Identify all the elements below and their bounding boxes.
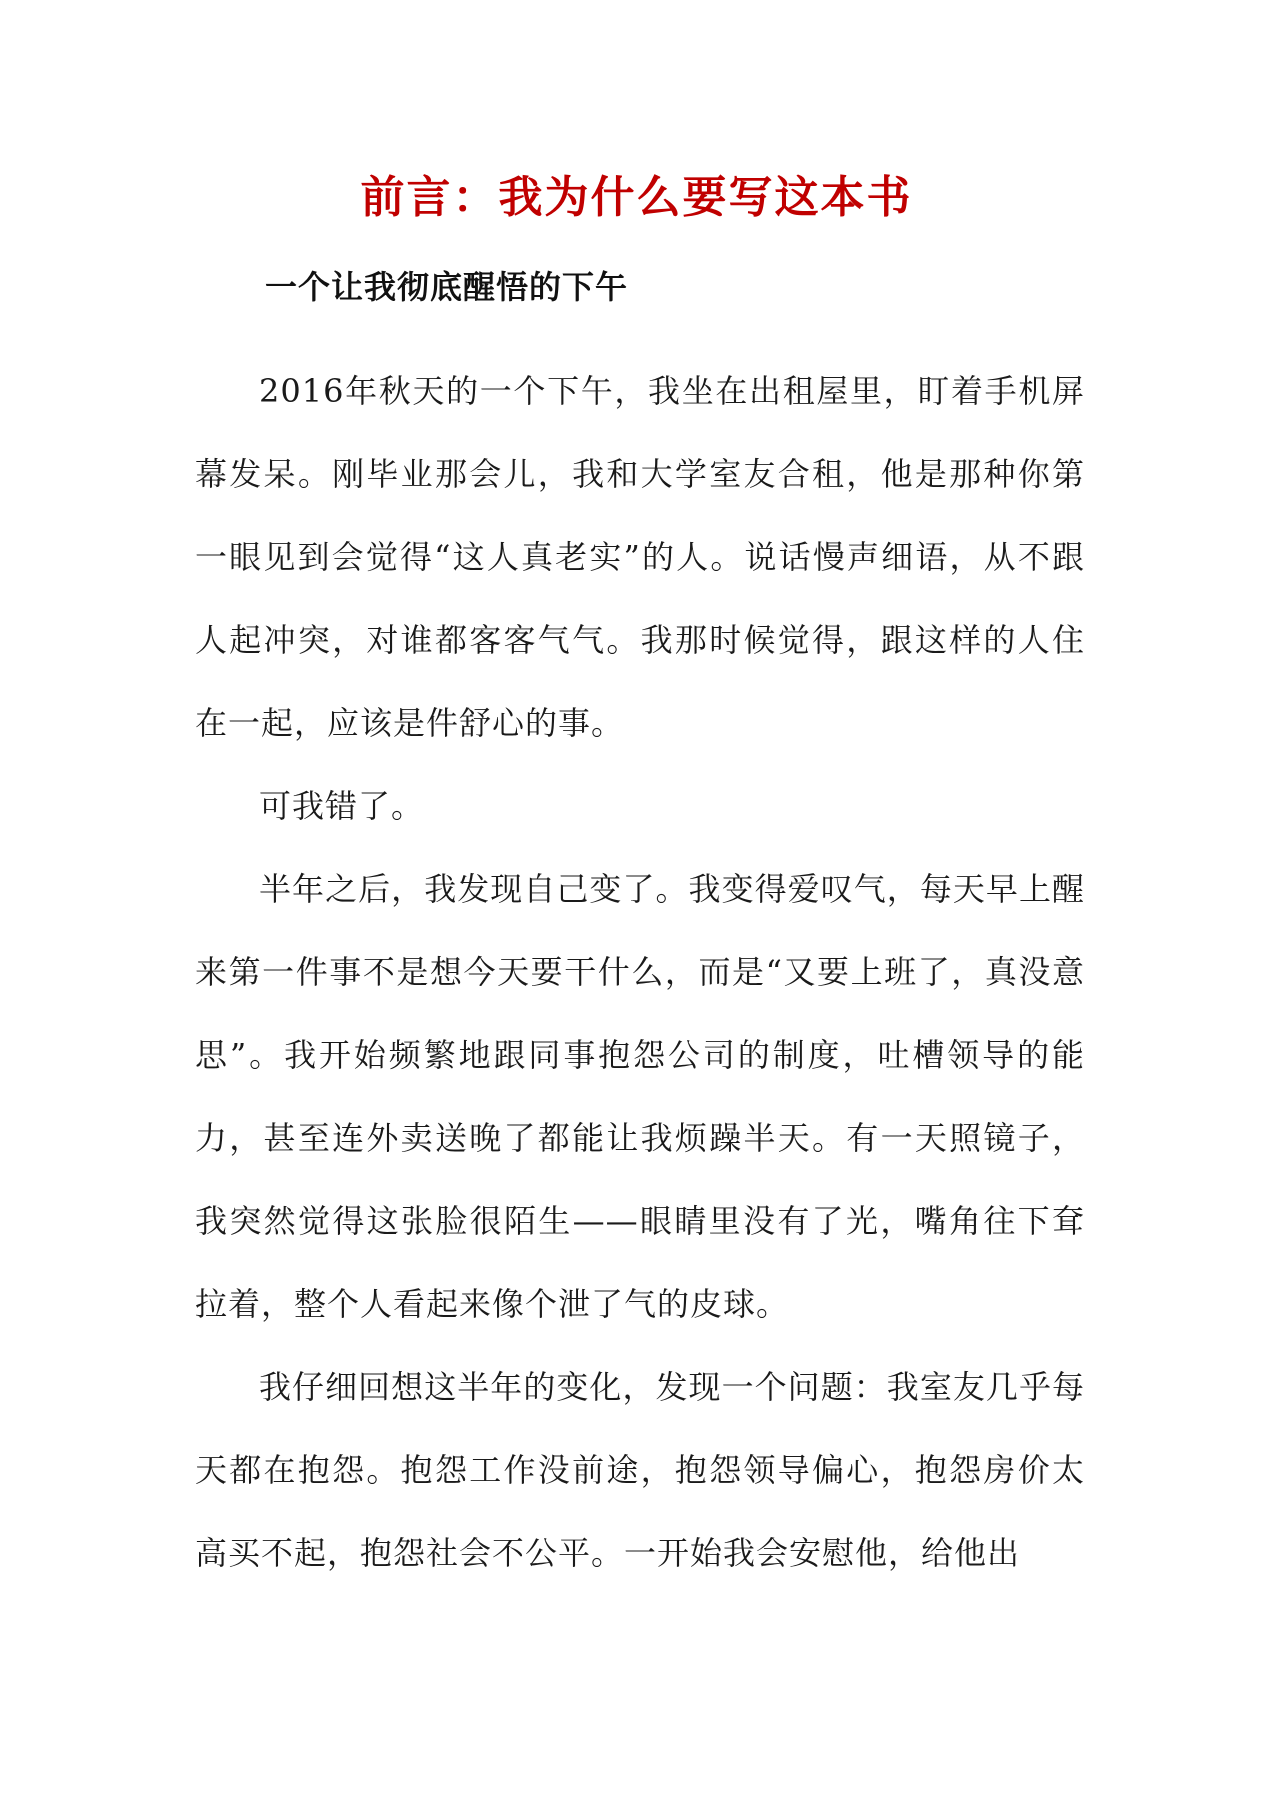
body-text xyxy=(195,350,1085,1595)
paragraph: 半年之后，我发现自己变了。我变得爱叹气，每天早上醒来第一件事不是想今天要干什么，而是“又要上班了，真没意思”。我开始频繁地跟同事抱怨公司的制度，吐槽领导的能力，甚至连外卖送晚了都能让我烦躁半天。有一天照镜子，我突然觉得这张脸很陌生——眼睛里没有了光，嘴角往下耷拉着，整个人看起来像个泄了气的皮球。 xyxy=(195,870,1085,1323)
chapter-title: 前言：我为什么要写这本书 xyxy=(360,172,913,223)
paragraph: 2016年秋天的一个下午，我坐在出租屋里，盯着手机屏幕发呆。刚毕业那会儿，我和大学室友合租，他是那种你第一眼见到会觉得“这人真老实”的人。说话慢声细语，从不跟人起冲突，对谁都客客气气。我那时候觉得，跟这样的人住在一起，应该是件舒心的事。 xyxy=(195,372,1085,742)
paragraph: 我仔细回想这半年的变化，发现一个问题：我室友几乎每天都在抱怨。抱怨工作没前途，抱怨领导偏心，抱怨房价太高买不起，抱怨社会不公平。一开始我会安慰他，给他出 xyxy=(195,1368,1085,1572)
paragraph: 可我错了。 xyxy=(259,787,425,825)
section-heading: 一个让我彻底醒悟的下午 xyxy=(265,268,629,306)
